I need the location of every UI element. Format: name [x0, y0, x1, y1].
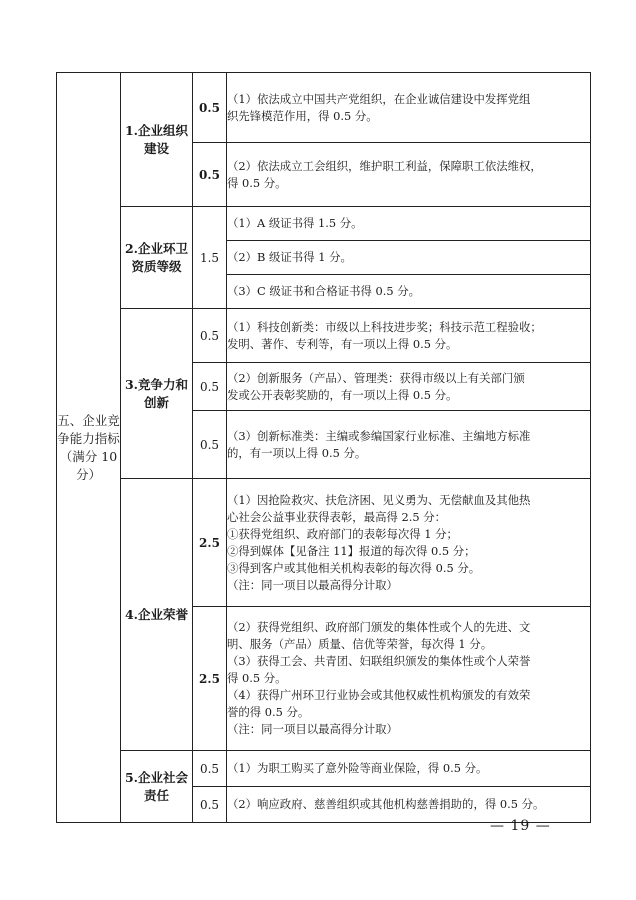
scoring-table: [56, 72, 591, 823]
table-row: [57, 73, 591, 143]
score-cell: 0.5: [193, 787, 227, 823]
criteria-cell: （2）获得党组织、政府部门颁发的集体性或个人的先进、文 明、服务（产品）质量、信优等荣誉，每次得 1 分。 （3）获得工会、共青团、妇联组织颁发的集体性或个人荣誉 得 0.5 分。 （4）获得广州环卫行业协会或其他权威性机构颁发的有效荣 誉的得 0.5 分。 （注：同一项目以最高得分计取）: [227, 607, 591, 751]
criteria-cell: （1）因抢险救灾、扶危济困、见义勇为、无偿献血及其他热 心社会公益事业获得表彰，最高得 2.5 分： ①获得党组织、政府部门的表彰每次得 1 分； ②得到媒体【见备注 11】报道的每次得 0.5 分； ③得到客户或其他相关机构表彰的每次得 0.5 分。 （注：同一项目以最高得分计取）: [227, 479, 591, 607]
table-row: [57, 751, 591, 787]
criteria-cell: （1）A 级证书得 1.5 分。: [227, 207, 591, 241]
score-cell: 0.5: [193, 309, 227, 363]
table-row: [57, 207, 591, 241]
criteria-cell: （3）C 级证书和合格证书得 0.5 分。: [227, 275, 591, 309]
table-row: [57, 309, 591, 363]
score-cell: 0.5: [193, 143, 227, 207]
criteria-cell: （3）创新标准类：主编或参编国家行业标准、主编地方标准 的，有一项以上得 0.5 分。: [227, 411, 591, 479]
category-cell: 五、企业竞争能力指标（满分 10 分）: [57, 73, 121, 823]
page-number: — 19 —: [490, 818, 551, 834]
score-cell: 0.5: [193, 73, 227, 143]
criteria-cell: （2）响应政府、慈善组织或其他机构慈善捐助的，得 0.5 分。: [227, 787, 591, 823]
criteria-cell: （1）依法成立中国共产党组织，在企业诚信建设中发挥党组 织先锋模范作用，得 0.5 分。: [227, 73, 591, 143]
section-title: 4.企业荣誉: [121, 479, 193, 751]
criteria-cell: （2）依法成立工会组织，维护职工利益，保障职工依法维权， 得 0.5 分。: [227, 143, 591, 207]
score-cell: 2.5: [193, 479, 227, 607]
score-cell: 0.5: [193, 411, 227, 479]
table-row: [57, 479, 591, 607]
score-cell: 0.5: [193, 751, 227, 787]
section-title: 5.企业社会责任: [121, 751, 193, 823]
score-cell: 2.5: [193, 607, 227, 751]
section-title: 3.竞争力和创新: [121, 309, 193, 479]
section-title: 1.企业组织建设: [121, 73, 193, 207]
section-title: 2.企业环卫资质等级: [121, 207, 193, 309]
criteria-cell: （2）B 级证书得 1 分。: [227, 241, 591, 275]
score-cell: 0.5: [193, 363, 227, 411]
score-cell: 1.5: [193, 207, 227, 309]
criteria-cell: （1）为职工购买了意外险等商业保险，得 0.5 分。: [227, 751, 591, 787]
criteria-cell: （1）科技创新类：市级以上科技进步奖；科技示范工程验收； 发明、著作、专利等，有一项以上得 0.5 分。: [227, 309, 591, 363]
criteria-cell: （2）创新服务（产品）、管理类：获得市级以上有关部门颁 发或公开表彰奖励的，有一项以上得 0.5 分。: [227, 363, 591, 411]
